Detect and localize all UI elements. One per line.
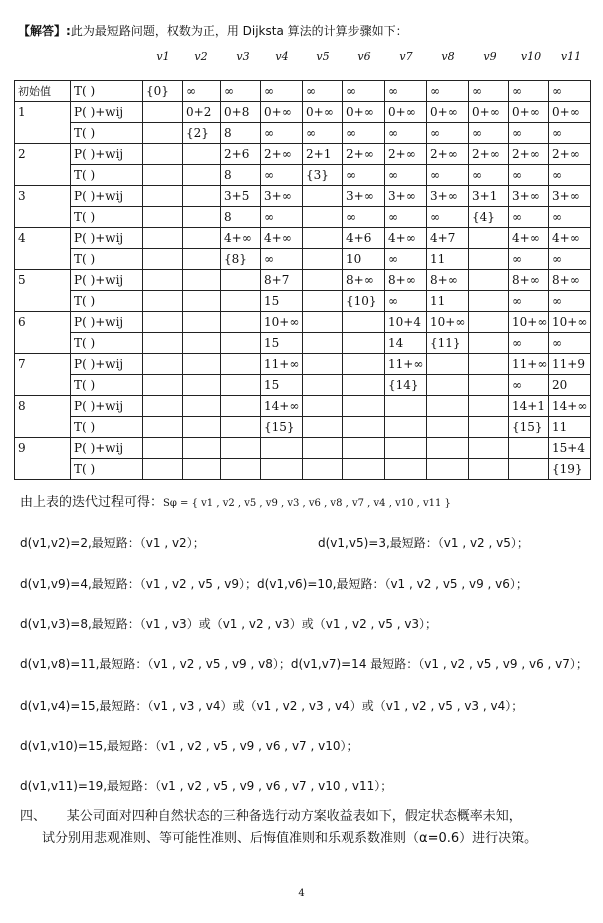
- value-cell: 8+∞: [343, 270, 385, 291]
- value-cell: [469, 249, 509, 270]
- value-cell: ∞: [509, 249, 549, 270]
- value-cell: 0+∞: [385, 102, 427, 123]
- value-cell: ∞: [343, 123, 385, 144]
- value-cell: ∞: [509, 165, 549, 186]
- value-cell: 11: [427, 249, 469, 270]
- vertex-header-v10: v10: [520, 50, 542, 63]
- question-line-1: 某公司面对四种自然状态的三种备选行动方案收益表如下，假定状态概率未知，: [66, 809, 522, 824]
- value-cell: [385, 459, 427, 480]
- step-cell: [15, 375, 71, 396]
- value-cell: [303, 291, 343, 312]
- value-cell: [303, 228, 343, 249]
- value-cell: [143, 438, 183, 459]
- table-row: [15, 81, 591, 102]
- value-cell: ∞: [385, 249, 427, 270]
- value-cell: [143, 291, 183, 312]
- value-cell: [303, 417, 343, 438]
- result-line-3: d(v1,v3)=8,最短路：（v1 , v3）或（v1 , v2 , v3）或（v1 , v2 , v5 , v3）；: [20, 617, 438, 631]
- value-cell: ∞: [385, 207, 427, 228]
- table-row: [15, 438, 591, 459]
- value-cell: [143, 207, 183, 228]
- value-cell: 10+∞: [261, 312, 303, 333]
- value-cell: [343, 396, 385, 417]
- value-cell: 8+∞: [385, 270, 427, 291]
- value-cell: [343, 375, 385, 396]
- value-cell: [183, 333, 221, 354]
- step-cell: [15, 165, 71, 186]
- value-cell: ∞: [549, 81, 591, 102]
- value-cell: [183, 459, 221, 480]
- value-cell: [221, 438, 261, 459]
- value-cell: ∞: [385, 291, 427, 312]
- value-cell: [303, 438, 343, 459]
- value-cell: [509, 438, 549, 459]
- value-cell: [469, 396, 509, 417]
- value-cell: 10+4: [385, 312, 427, 333]
- value-cell: ∞: [509, 375, 549, 396]
- value-cell: [303, 312, 343, 333]
- value-cell: [469, 291, 509, 312]
- vertex-header-v7: v7: [399, 50, 413, 63]
- vertex-header-v2: v2: [194, 50, 208, 63]
- value-cell: 11+∞: [261, 354, 303, 375]
- value-cell: [183, 186, 221, 207]
- value-cell: 8: [221, 123, 261, 144]
- value-cell: [143, 312, 183, 333]
- value-cell: ∞: [509, 123, 549, 144]
- value-cell: [221, 417, 261, 438]
- value-cell: [469, 312, 509, 333]
- step-cell: 9: [15, 438, 71, 459]
- value-cell: ∞: [261, 207, 303, 228]
- vertex-header-v6: v6: [357, 50, 371, 63]
- value-cell: ∞: [509, 81, 549, 102]
- table-row: [15, 375, 591, 396]
- table-row: [15, 417, 591, 438]
- value-cell: [427, 396, 469, 417]
- value-cell: ∞: [427, 81, 469, 102]
- value-cell: ∞: [385, 165, 427, 186]
- value-cell: [427, 438, 469, 459]
- vertex-header-v8: v8: [441, 50, 455, 63]
- value-cell: ∞: [469, 81, 509, 102]
- value-cell: 0+2: [183, 102, 221, 123]
- value-cell: [343, 333, 385, 354]
- value-cell: [183, 354, 221, 375]
- value-cell: ∞: [303, 81, 343, 102]
- value-cell: [183, 207, 221, 228]
- value-cell: ∞: [303, 123, 343, 144]
- row-kind-cell: P( )+wij: [71, 144, 143, 165]
- value-cell: [469, 459, 509, 480]
- table-row: [15, 144, 591, 165]
- value-cell: [183, 375, 221, 396]
- value-cell: 3+∞: [343, 186, 385, 207]
- table-row: [15, 228, 591, 249]
- step-cell: [15, 417, 71, 438]
- table-row: [15, 270, 591, 291]
- row-kind-cell: P( )+wij: [71, 186, 143, 207]
- value-cell: {19}: [549, 459, 591, 480]
- value-cell: 20: [549, 375, 591, 396]
- value-cell: [303, 375, 343, 396]
- value-cell: 11+∞: [385, 354, 427, 375]
- step-cell: 5: [15, 270, 71, 291]
- value-cell: [343, 354, 385, 375]
- value-cell: [221, 333, 261, 354]
- value-cell: 4+6: [343, 228, 385, 249]
- value-cell: [261, 438, 303, 459]
- step-cell: [15, 291, 71, 312]
- value-cell: 8: [221, 207, 261, 228]
- value-cell: 0+∞: [343, 102, 385, 123]
- value-cell: [143, 123, 183, 144]
- result-line-4: d(v1,v8)=11,最短路：（v1 , v2 , v5 , v9 , v8）；d(v1,v7)=14 最短路：（v1 , v2 , v5 , v9 , v6 , v7）；: [20, 657, 588, 671]
- value-cell: ∞: [427, 165, 469, 186]
- value-cell: 3+1: [469, 186, 509, 207]
- value-cell: 15+4: [549, 438, 591, 459]
- value-cell: [343, 459, 385, 480]
- value-cell: 4+∞: [549, 228, 591, 249]
- value-cell: 4+7: [427, 228, 469, 249]
- value-cell: 10: [343, 249, 385, 270]
- value-cell: ∞: [427, 123, 469, 144]
- row-kind-cell: P( )+wij: [71, 270, 143, 291]
- step-cell: 1: [15, 102, 71, 123]
- value-cell: [469, 354, 509, 375]
- value-cell: 0+∞: [427, 102, 469, 123]
- value-cell: 0+8: [221, 102, 261, 123]
- value-cell: 0+∞: [509, 102, 549, 123]
- value-cell: [143, 270, 183, 291]
- value-cell: [183, 417, 221, 438]
- value-cell: {14}: [385, 375, 427, 396]
- value-cell: [509, 459, 549, 480]
- value-cell: 8+7: [261, 270, 303, 291]
- row-kind-cell: T( ): [71, 375, 143, 396]
- value-cell: [469, 417, 509, 438]
- row-kind-cell: P( )+wij: [71, 312, 143, 333]
- value-cell: [183, 438, 221, 459]
- table-row: [15, 186, 591, 207]
- value-cell: [303, 459, 343, 480]
- value-cell: 10+∞: [427, 312, 469, 333]
- question-line-2: 试分别用悲观准则、等可能性准则、后悔值准则和乐观系数准则（α=0.6）进行决策。: [42, 831, 538, 846]
- value-cell: [221, 396, 261, 417]
- value-cell: 11+9: [549, 354, 591, 375]
- row-kind-cell: P( )+wij: [71, 396, 143, 417]
- value-cell: {3}: [303, 165, 343, 186]
- value-cell: ∞: [261, 165, 303, 186]
- value-cell: 14+1: [509, 396, 549, 417]
- value-cell: ∞: [549, 123, 591, 144]
- value-cell: 3+∞: [549, 186, 591, 207]
- value-cell: ∞: [385, 123, 427, 144]
- value-cell: [469, 375, 509, 396]
- value-cell: [469, 333, 509, 354]
- step-cell: 6: [15, 312, 71, 333]
- value-cell: [143, 459, 183, 480]
- value-cell: 3+∞: [509, 186, 549, 207]
- row-kind-cell: T( ): [71, 459, 143, 480]
- table-row: [15, 396, 591, 417]
- value-cell: [143, 144, 183, 165]
- value-cell: ∞: [261, 81, 303, 102]
- value-cell: [303, 186, 343, 207]
- value-cell: 8+∞: [549, 270, 591, 291]
- table-row: [15, 312, 591, 333]
- value-cell: 15: [261, 333, 303, 354]
- value-cell: ∞: [343, 81, 385, 102]
- step-cell: [15, 123, 71, 144]
- value-cell: [385, 396, 427, 417]
- value-cell: [143, 165, 183, 186]
- value-cell: 14+∞: [549, 396, 591, 417]
- value-cell: [183, 165, 221, 186]
- dijkstra-table: [14, 80, 591, 480]
- question-number: 四、: [20, 809, 47, 824]
- value-cell: ∞: [385, 81, 427, 102]
- value-cell: 3+5: [221, 186, 261, 207]
- value-cell: [427, 375, 469, 396]
- value-cell: 10+∞: [549, 312, 591, 333]
- value-cell: [183, 291, 221, 312]
- row-kind-cell: T( ): [71, 249, 143, 270]
- result-text: d(v1,v2)=2,最短路：（v1 , v2）；: [20, 536, 205, 550]
- table-row: [15, 354, 591, 375]
- value-cell: [469, 228, 509, 249]
- value-cell: ∞: [549, 207, 591, 228]
- value-cell: [343, 417, 385, 438]
- value-cell: [221, 270, 261, 291]
- step-cell: [15, 249, 71, 270]
- table-row: [15, 333, 591, 354]
- value-cell: 2+∞: [261, 144, 303, 165]
- value-cell: [303, 333, 343, 354]
- value-cell: [143, 333, 183, 354]
- value-cell: 8: [221, 165, 261, 186]
- intro-line: [18, 22, 408, 39]
- value-cell: [303, 207, 343, 228]
- vertex-header-row: [14, 50, 590, 76]
- result-line-5: d(v1,v4)=15,最短路：（v1 , v3 , v4）或（v1 , v2 , v3 , v4）或（v1 , v2 , v5 , v3 , v4）；: [20, 699, 524, 713]
- value-cell: [143, 354, 183, 375]
- vertex-header-v3: v3: [236, 50, 250, 63]
- table-row: [15, 249, 591, 270]
- value-cell: {10}: [343, 291, 385, 312]
- value-cell: 2+∞: [427, 144, 469, 165]
- value-cell: [143, 417, 183, 438]
- value-cell: 2+∞: [385, 144, 427, 165]
- value-cell: ∞: [509, 333, 549, 354]
- value-cell: 11+∞: [509, 354, 549, 375]
- result-text-2: d(v1,v5)=3,最短路：（v1 , v2 , v5）；: [318, 536, 529, 550]
- row-kind-cell: P( )+wij: [71, 438, 143, 459]
- value-cell: [143, 396, 183, 417]
- value-cell: {2}: [183, 123, 221, 144]
- answer-label: 【解答】:: [18, 24, 71, 38]
- value-cell: [427, 459, 469, 480]
- iteration-sequence: [20, 491, 451, 510]
- value-cell: ∞: [509, 291, 549, 312]
- result-line-1: [20, 534, 529, 551]
- value-cell: 0+∞: [261, 102, 303, 123]
- value-cell: [183, 228, 221, 249]
- value-cell: ∞: [261, 123, 303, 144]
- value-cell: [343, 312, 385, 333]
- value-cell: ∞: [427, 207, 469, 228]
- value-cell: [385, 438, 427, 459]
- value-cell: 0+∞: [469, 102, 509, 123]
- result-line-7: d(v1,v11)=19,最短路：（v1 , v2 , v5 , v9 , v6 , v7 , v10 , v11）；: [20, 779, 393, 793]
- value-cell: ∞: [469, 123, 509, 144]
- value-cell: ∞: [343, 207, 385, 228]
- table-row: [15, 123, 591, 144]
- value-cell: {8}: [221, 249, 261, 270]
- value-cell: [183, 312, 221, 333]
- value-cell: [221, 354, 261, 375]
- value-cell: 14+∞: [261, 396, 303, 417]
- value-cell: [183, 144, 221, 165]
- value-cell: [143, 228, 183, 249]
- value-cell: ∞: [549, 249, 591, 270]
- value-cell: 3+∞: [385, 186, 427, 207]
- row-kind-cell: T( ): [71, 291, 143, 312]
- value-cell: [221, 291, 261, 312]
- value-cell: [221, 312, 261, 333]
- sequence-set: Sφ = { v1 , v2 , v5 , v9 , v3 , v6 , v8 , v7 , v4 , v10 , v11 }: [163, 498, 451, 509]
- value-cell: ∞: [183, 81, 221, 102]
- table-row: [15, 102, 591, 123]
- result-line-6: d(v1,v10)=15,最短路：（v1 , v2 , v5 , v9 , v6 , v7 , v10）；: [20, 739, 359, 753]
- question-four: [20, 806, 537, 850]
- value-cell: 2+6: [221, 144, 261, 165]
- vertex-header-v9: v9: [483, 50, 497, 63]
- value-cell: {15}: [261, 417, 303, 438]
- row-kind-cell: T( ): [71, 417, 143, 438]
- value-cell: 4+∞: [221, 228, 261, 249]
- row-kind-cell: T( ): [71, 207, 143, 228]
- table-row: [15, 207, 591, 228]
- value-cell: [303, 270, 343, 291]
- value-cell: [385, 417, 427, 438]
- step-cell: 3: [15, 186, 71, 207]
- vertex-header-v11: v11: [560, 50, 582, 63]
- value-cell: [183, 270, 221, 291]
- value-cell: ∞: [469, 165, 509, 186]
- value-cell: 2+∞: [549, 144, 591, 165]
- value-cell: 10+∞: [509, 312, 549, 333]
- value-cell: [143, 102, 183, 123]
- value-cell: 3+∞: [427, 186, 469, 207]
- intro-text: 此为最短路问题，权数为正，用 Dijksta 算法的计算步骤如下：: [70, 24, 408, 38]
- value-cell: {0}: [143, 81, 183, 102]
- value-cell: [221, 375, 261, 396]
- step-cell: 初始值: [15, 81, 71, 102]
- value-cell: [183, 396, 221, 417]
- row-kind-cell: T( ): [71, 123, 143, 144]
- value-cell: 2+1: [303, 144, 343, 165]
- value-cell: 11: [549, 417, 591, 438]
- value-cell: 2+∞: [469, 144, 509, 165]
- value-cell: 0+∞: [303, 102, 343, 123]
- row-kind-cell: P( )+wij: [71, 102, 143, 123]
- row-kind-cell: T( ): [71, 333, 143, 354]
- row-kind-cell: P( )+wij: [71, 228, 143, 249]
- value-cell: ∞: [343, 165, 385, 186]
- value-cell: 3+∞: [261, 186, 303, 207]
- value-cell: 11: [427, 291, 469, 312]
- value-cell: 15: [261, 375, 303, 396]
- vertex-header-v5: v5: [316, 50, 330, 63]
- sequence-prefix: 由上表的迭代过程可得：: [20, 495, 164, 510]
- step-cell: [15, 207, 71, 228]
- table-row: [15, 459, 591, 480]
- value-cell: [427, 354, 469, 375]
- value-cell: [303, 249, 343, 270]
- step-cell: [15, 333, 71, 354]
- vertex-header-v4: v4: [275, 50, 289, 63]
- page-number: 4: [298, 888, 305, 899]
- result-line-2: d(v1,v9)=4,最短路：（v1 , v2 , v5 , v9）；d(v1,v6)=10,最短路：（v1 , v2 , v5 , v9 , v6）；: [20, 577, 528, 591]
- value-cell: ∞: [549, 291, 591, 312]
- value-cell: 8+∞: [509, 270, 549, 291]
- value-cell: [303, 396, 343, 417]
- value-cell: [143, 186, 183, 207]
- value-cell: [261, 459, 303, 480]
- value-cell: 2+∞: [343, 144, 385, 165]
- value-cell: [143, 375, 183, 396]
- value-cell: ∞: [549, 165, 591, 186]
- value-cell: 14: [385, 333, 427, 354]
- value-cell: 4+∞: [385, 228, 427, 249]
- value-cell: [303, 354, 343, 375]
- value-cell: [143, 249, 183, 270]
- vertex-header-v1: v1: [156, 50, 170, 63]
- step-cell: 8: [15, 396, 71, 417]
- value-cell: [221, 459, 261, 480]
- value-cell: [469, 438, 509, 459]
- table-row: [15, 291, 591, 312]
- row-kind-cell: T( ): [71, 165, 143, 186]
- value-cell: [343, 438, 385, 459]
- value-cell: 0+∞: [549, 102, 591, 123]
- value-cell: ∞: [509, 207, 549, 228]
- value-cell: ∞: [221, 81, 261, 102]
- step-cell: [15, 459, 71, 480]
- step-cell: 2: [15, 144, 71, 165]
- value-cell: {11}: [427, 333, 469, 354]
- table-row: [15, 165, 591, 186]
- row-kind-cell: T( ): [71, 81, 143, 102]
- value-cell: {15}: [509, 417, 549, 438]
- value-cell: ∞: [261, 249, 303, 270]
- step-cell: 4: [15, 228, 71, 249]
- row-kind-cell: P( )+wij: [71, 354, 143, 375]
- value-cell: [427, 417, 469, 438]
- value-cell: 4+∞: [261, 228, 303, 249]
- value-cell: [469, 270, 509, 291]
- value-cell: 2+∞: [509, 144, 549, 165]
- value-cell: {4}: [469, 207, 509, 228]
- step-cell: 7: [15, 354, 71, 375]
- value-cell: 15: [261, 291, 303, 312]
- value-cell: ∞: [549, 333, 591, 354]
- value-cell: 4+∞: [509, 228, 549, 249]
- value-cell: 8+∞: [427, 270, 469, 291]
- value-cell: [183, 249, 221, 270]
